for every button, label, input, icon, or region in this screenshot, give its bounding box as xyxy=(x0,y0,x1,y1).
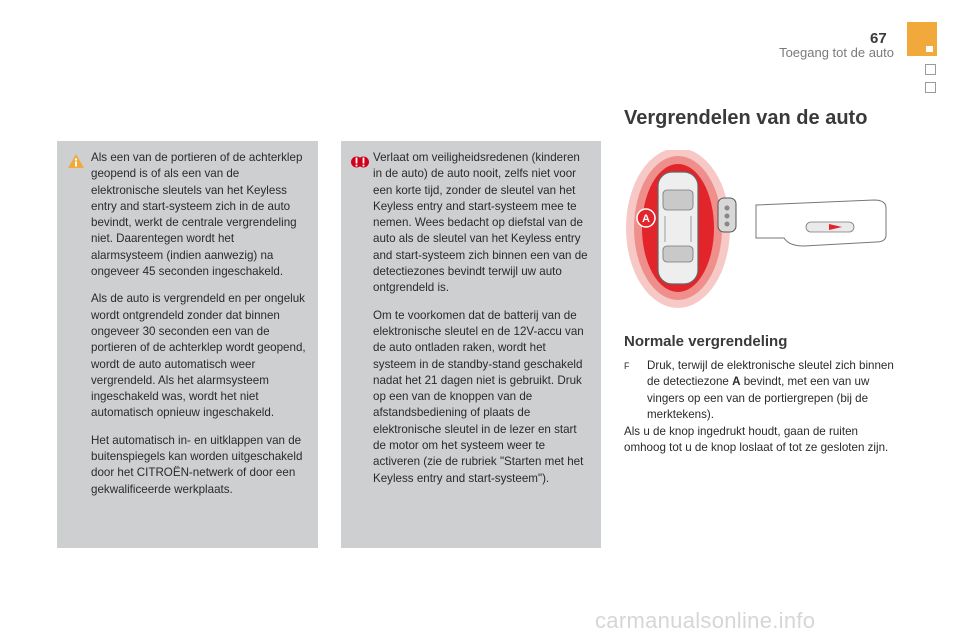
chapter-tab xyxy=(907,22,937,56)
svg-text:A: A xyxy=(642,213,650,225)
chapter-box-2 xyxy=(925,82,936,93)
warning-panel xyxy=(341,141,601,548)
chapter-box-1 xyxy=(925,64,936,75)
hold-button-text: Als u de knop ingedrukt houdt, gaan de ruiten omhoog tot u de knop loslaat of tot ze gesloten zijn. xyxy=(624,425,889,455)
info-paragraph-1: Als een van de portieren of de achterklep geopend is of als een van de elektronische sleutels van het Keyless entry and start-systeem zich in de auto bevindt, werkt de centrale vergrendeling niet. Daarentegen wordt het alarmsysteem (indien aanwezig) na ongeveer 45 seconden ingeschakeld. xyxy=(91,151,303,279)
warning-paragraph-1: Verlaat om veiligheidsredenen (kinderen in de auto) de auto nooit, zelfs niet voor een korte tijd, zonder de sleutel van het Keyless entry and start-systeem mee te nemen. Wees bedacht op diefstal van de auto als de sleutel van het Keyless entry and start-systeem zich binnen een van de detectiezones bevindt terwijl uw auto ontgrendeld is. xyxy=(373,151,588,295)
warning-paragraph-2: Om te voorkomen dat de batterij van de elektronische sleutel en de 12V-accu van de auto ontladen raken, wordt het systeem in de standby-stand geschakeld nadat het 21 dagen niet is gebruikt. Druk op een van de knoppen van de afstandsbediening of plaats de elektronische sleutel in de lezer en start de motor om het systeem weer te activeren (zie de rubriek "Starten met het Keyless entry and start-systeem"). xyxy=(373,308,584,485)
info-paragraph-2: Als de auto is vergrendeld en per ongeluk wordt ontgrendeld zonder dat binnen ongeveer 30 seconden een van de portieren of de achterklep wordt geopend, wordt de auto automatisch weer vergrendeld. Als het alarmsysteem ingeschakeld was, wordt het niet automatisch opnieuw ingeschakeld. xyxy=(91,292,306,420)
info-paragraph-3: Het automatisch in- en uitklappen van de buitenspiegels kan worden uitgeschakeld door het CITROËN-netwerk of door een gekwalificeerde werkplaats. xyxy=(91,433,303,496)
instruction-bullet xyxy=(624,358,894,423)
page-number: 67 xyxy=(870,30,887,47)
subtitle-normal-locking: Normale vergrendeling xyxy=(624,333,788,350)
electronic-key-icon xyxy=(718,198,736,232)
bullet-mark-icon: F xyxy=(624,361,630,371)
main-title: Vergrendelen van de auto xyxy=(624,107,868,129)
keyless-zone-illustration xyxy=(624,150,892,315)
car-top-view xyxy=(658,172,698,284)
zone-label-marker xyxy=(637,209,655,227)
watermark: carmanualsonline.info xyxy=(595,608,816,633)
info-icon xyxy=(67,153,85,171)
warning-icon xyxy=(351,153,369,171)
instruction-text: Druk, terwijl de elektronische sleutel zich binnen de detectiezone A bevindt, met een van uw vingers op een van de portiergrepen (bij de merktekens). xyxy=(647,359,894,421)
section-title: Toegang tot de auto xyxy=(779,45,894,60)
chapter-tab-marker xyxy=(926,46,933,52)
info-panel xyxy=(57,141,318,548)
hand-on-door-handle xyxy=(756,200,886,246)
